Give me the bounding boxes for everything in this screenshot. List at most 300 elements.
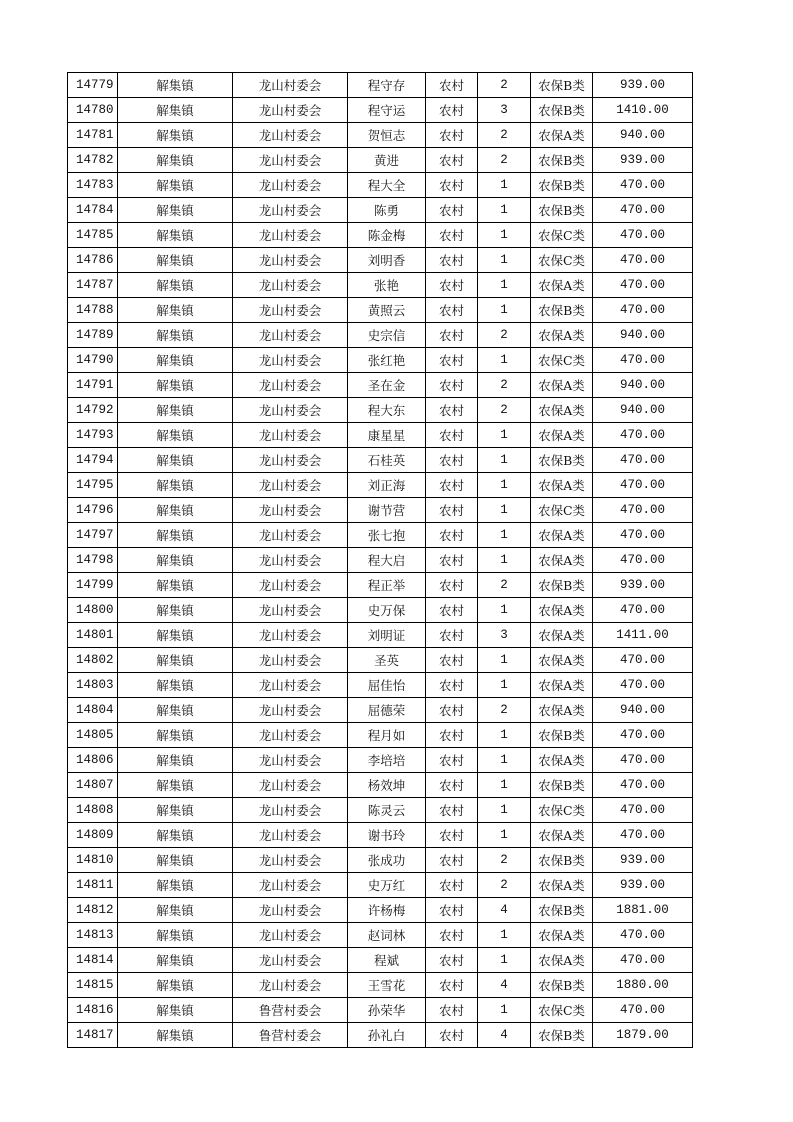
table-row bbox=[68, 673, 693, 698]
name-cell: 谢书玲 bbox=[348, 823, 426, 848]
record-id-cell: 14795 bbox=[68, 473, 118, 498]
amount-cell: 470.00 bbox=[593, 423, 693, 448]
insurance-class-cell: 农保A类 bbox=[531, 923, 593, 948]
name-cell: 石桂英 bbox=[348, 448, 426, 473]
record-id-cell: 14800 bbox=[68, 598, 118, 623]
town-cell: 解集镇 bbox=[118, 298, 233, 323]
village-committee-cell: 龙山村委会 bbox=[233, 473, 348, 498]
town-cell: 解集镇 bbox=[118, 698, 233, 723]
town-cell: 解集镇 bbox=[118, 373, 233, 398]
household-count-cell: 1 bbox=[478, 648, 531, 673]
amount-cell: 470.00 bbox=[593, 598, 693, 623]
area-type-cell: 农村 bbox=[426, 498, 478, 523]
table-row bbox=[68, 623, 693, 648]
insurance-class-cell: 农保A类 bbox=[531, 948, 593, 973]
name-cell: 史宗信 bbox=[348, 323, 426, 348]
record-id-cell: 14791 bbox=[68, 373, 118, 398]
village-committee-cell: 龙山村委会 bbox=[233, 823, 348, 848]
village-committee-cell: 龙山村委会 bbox=[233, 73, 348, 98]
household-count-cell: 1 bbox=[478, 673, 531, 698]
household-count-cell: 1 bbox=[478, 548, 531, 573]
amount-cell: 470.00 bbox=[593, 473, 693, 498]
name-cell: 张成功 bbox=[348, 848, 426, 873]
name-cell: 史万红 bbox=[348, 873, 426, 898]
name-cell: 程斌 bbox=[348, 948, 426, 973]
area-type-cell: 农村 bbox=[426, 598, 478, 623]
table-row bbox=[68, 798, 693, 823]
table-row bbox=[68, 1023, 693, 1048]
table-row bbox=[68, 523, 693, 548]
name-cell: 陈金梅 bbox=[348, 223, 426, 248]
area-type-cell: 农村 bbox=[426, 973, 478, 998]
insurance-class-cell: 农保B类 bbox=[531, 898, 593, 923]
area-type-cell: 农村 bbox=[426, 998, 478, 1023]
village-committee-cell: 龙山村委会 bbox=[233, 173, 348, 198]
village-committee-cell: 龙山村委会 bbox=[233, 348, 348, 373]
table-row bbox=[68, 998, 693, 1023]
village-committee-cell: 龙山村委会 bbox=[233, 648, 348, 673]
record-id-cell: 14794 bbox=[68, 448, 118, 473]
village-committee-cell: 龙山村委会 bbox=[233, 573, 348, 598]
village-committee-cell: 龙山村委会 bbox=[233, 798, 348, 823]
insurance-class-cell: 农保A类 bbox=[531, 823, 593, 848]
table-row bbox=[68, 923, 693, 948]
record-id-cell: 14787 bbox=[68, 273, 118, 298]
insurance-class-cell: 农保A类 bbox=[531, 548, 593, 573]
amount-cell: 470.00 bbox=[593, 773, 693, 798]
area-type-cell: 农村 bbox=[426, 398, 478, 423]
village-committee-cell: 龙山村委会 bbox=[233, 198, 348, 223]
amount-cell: 470.00 bbox=[593, 223, 693, 248]
table-body bbox=[68, 73, 693, 1048]
area-type-cell: 农村 bbox=[426, 148, 478, 173]
household-count-cell: 3 bbox=[478, 623, 531, 648]
name-cell: 圣英 bbox=[348, 648, 426, 673]
household-count-cell: 1 bbox=[478, 498, 531, 523]
area-type-cell: 农村 bbox=[426, 298, 478, 323]
record-id-cell: 14782 bbox=[68, 148, 118, 173]
table-row bbox=[68, 298, 693, 323]
household-count-cell: 2 bbox=[478, 123, 531, 148]
table-row bbox=[68, 398, 693, 423]
table-row bbox=[68, 823, 693, 848]
table-row bbox=[68, 348, 693, 373]
village-committee-cell: 龙山村委会 bbox=[233, 773, 348, 798]
village-committee-cell: 龙山村委会 bbox=[233, 723, 348, 748]
area-type-cell: 农村 bbox=[426, 223, 478, 248]
household-count-cell: 1 bbox=[478, 723, 531, 748]
table-row bbox=[68, 723, 693, 748]
name-cell: 黄进 bbox=[348, 148, 426, 173]
amount-cell: 939.00 bbox=[593, 148, 693, 173]
table-row bbox=[68, 898, 693, 923]
area-type-cell: 农村 bbox=[426, 873, 478, 898]
name-cell: 贺恒志 bbox=[348, 123, 426, 148]
name-cell: 圣在金 bbox=[348, 373, 426, 398]
table-row bbox=[68, 848, 693, 873]
town-cell: 解集镇 bbox=[118, 523, 233, 548]
name-cell: 程守运 bbox=[348, 98, 426, 123]
amount-cell: 470.00 bbox=[593, 298, 693, 323]
table-row bbox=[68, 948, 693, 973]
table-row bbox=[68, 473, 693, 498]
record-id-cell: 14783 bbox=[68, 173, 118, 198]
household-count-cell: 1 bbox=[478, 948, 531, 973]
area-type-cell: 农村 bbox=[426, 623, 478, 648]
household-count-cell: 1 bbox=[478, 198, 531, 223]
town-cell: 解集镇 bbox=[118, 348, 233, 373]
town-cell: 解集镇 bbox=[118, 748, 233, 773]
table-row bbox=[68, 498, 693, 523]
village-committee-cell: 龙山村委会 bbox=[233, 448, 348, 473]
record-id-cell: 14796 bbox=[68, 498, 118, 523]
record-id-cell: 14784 bbox=[68, 198, 118, 223]
table-row bbox=[68, 123, 693, 148]
table-row bbox=[68, 248, 693, 273]
amount-cell: 1881.00 bbox=[593, 898, 693, 923]
village-committee-cell: 龙山村委会 bbox=[233, 623, 348, 648]
table-row bbox=[68, 223, 693, 248]
town-cell: 解集镇 bbox=[118, 398, 233, 423]
name-cell: 康星星 bbox=[348, 423, 426, 448]
area-type-cell: 农村 bbox=[426, 898, 478, 923]
insurance-class-cell: 农保B类 bbox=[531, 173, 593, 198]
village-committee-cell: 龙山村委会 bbox=[233, 923, 348, 948]
table-row bbox=[68, 598, 693, 623]
village-committee-cell: 龙山村委会 bbox=[233, 273, 348, 298]
table-row bbox=[68, 698, 693, 723]
table-row bbox=[68, 573, 693, 598]
household-count-cell: 3 bbox=[478, 98, 531, 123]
amount-cell: 1410.00 bbox=[593, 98, 693, 123]
name-cell: 程大东 bbox=[348, 398, 426, 423]
area-type-cell: 农村 bbox=[426, 723, 478, 748]
table-row bbox=[68, 873, 693, 898]
household-count-cell: 2 bbox=[478, 848, 531, 873]
insurance-class-cell: 农保A类 bbox=[531, 598, 593, 623]
name-cell: 程大全 bbox=[348, 173, 426, 198]
amount-cell: 470.00 bbox=[593, 923, 693, 948]
area-type-cell: 农村 bbox=[426, 823, 478, 848]
name-cell: 屈佳怡 bbox=[348, 673, 426, 698]
town-cell: 解集镇 bbox=[118, 998, 233, 1023]
insurance-class-cell: 农保A类 bbox=[531, 273, 593, 298]
area-type-cell: 农村 bbox=[426, 798, 478, 823]
amount-cell: 470.00 bbox=[593, 248, 693, 273]
amount-cell: 470.00 bbox=[593, 348, 693, 373]
table-row bbox=[68, 373, 693, 398]
name-cell: 李培培 bbox=[348, 748, 426, 773]
area-type-cell: 农村 bbox=[426, 448, 478, 473]
town-cell: 解集镇 bbox=[118, 448, 233, 473]
amount-cell: 470.00 bbox=[593, 173, 693, 198]
insurance-class-cell: 农保C类 bbox=[531, 248, 593, 273]
town-cell: 解集镇 bbox=[118, 623, 233, 648]
area-type-cell: 农村 bbox=[426, 673, 478, 698]
household-count-cell: 4 bbox=[478, 973, 531, 998]
area-type-cell: 农村 bbox=[426, 648, 478, 673]
area-type-cell: 农村 bbox=[426, 1023, 478, 1048]
amount-cell: 470.00 bbox=[593, 723, 693, 748]
amount-cell: 470.00 bbox=[593, 498, 693, 523]
insurance-class-cell: 农保B类 bbox=[531, 848, 593, 873]
insurance-class-cell: 农保B类 bbox=[531, 73, 593, 98]
town-cell: 解集镇 bbox=[118, 323, 233, 348]
insurance-class-cell: 农保B类 bbox=[531, 148, 593, 173]
insurance-class-cell: 农保A类 bbox=[531, 673, 593, 698]
record-id-cell: 14793 bbox=[68, 423, 118, 448]
insurance-class-cell: 农保A类 bbox=[531, 423, 593, 448]
area-type-cell: 农村 bbox=[426, 573, 478, 598]
record-id-cell: 14780 bbox=[68, 98, 118, 123]
village-committee-cell: 龙山村委会 bbox=[233, 248, 348, 273]
record-id-cell: 14788 bbox=[68, 298, 118, 323]
record-id-cell: 14817 bbox=[68, 1023, 118, 1048]
insurance-class-cell: 农保C类 bbox=[531, 348, 593, 373]
town-cell: 解集镇 bbox=[118, 548, 233, 573]
name-cell: 张七抱 bbox=[348, 523, 426, 548]
village-committee-cell: 龙山村委会 bbox=[233, 698, 348, 723]
area-type-cell: 农村 bbox=[426, 248, 478, 273]
household-count-cell: 1 bbox=[478, 473, 531, 498]
insurance-class-cell: 农保A类 bbox=[531, 698, 593, 723]
village-committee-cell: 龙山村委会 bbox=[233, 898, 348, 923]
village-committee-cell: 鲁营村委会 bbox=[233, 998, 348, 1023]
name-cell: 许杨梅 bbox=[348, 898, 426, 923]
household-count-cell: 1 bbox=[478, 748, 531, 773]
village-committee-cell: 龙山村委会 bbox=[233, 298, 348, 323]
insurance-class-cell: 农保A类 bbox=[531, 373, 593, 398]
table-row bbox=[68, 448, 693, 473]
insurance-class-cell: 农保A类 bbox=[531, 623, 593, 648]
town-cell: 解集镇 bbox=[118, 248, 233, 273]
town-cell: 解集镇 bbox=[118, 473, 233, 498]
village-committee-cell: 龙山村委会 bbox=[233, 848, 348, 873]
area-type-cell: 农村 bbox=[426, 273, 478, 298]
village-committee-cell: 龙山村委会 bbox=[233, 148, 348, 173]
amount-cell: 939.00 bbox=[593, 573, 693, 598]
area-type-cell: 农村 bbox=[426, 323, 478, 348]
town-cell: 解集镇 bbox=[118, 173, 233, 198]
household-count-cell: 1 bbox=[478, 273, 531, 298]
town-cell: 解集镇 bbox=[118, 198, 233, 223]
amount-cell: 939.00 bbox=[593, 873, 693, 898]
name-cell: 程守存 bbox=[348, 73, 426, 98]
amount-cell: 1879.00 bbox=[593, 1023, 693, 1048]
table-row bbox=[68, 148, 693, 173]
table-row bbox=[68, 748, 693, 773]
name-cell: 陈灵云 bbox=[348, 798, 426, 823]
table-row bbox=[68, 423, 693, 448]
name-cell: 黄照云 bbox=[348, 298, 426, 323]
household-count-cell: 2 bbox=[478, 148, 531, 173]
amount-cell: 470.00 bbox=[593, 448, 693, 473]
town-cell: 解集镇 bbox=[118, 423, 233, 448]
name-cell: 赵词林 bbox=[348, 923, 426, 948]
area-type-cell: 农村 bbox=[426, 523, 478, 548]
household-count-cell: 2 bbox=[478, 73, 531, 98]
town-cell: 解集镇 bbox=[118, 498, 233, 523]
amount-cell: 470.00 bbox=[593, 648, 693, 673]
name-cell: 刘明香 bbox=[348, 248, 426, 273]
town-cell: 解集镇 bbox=[118, 123, 233, 148]
table-row bbox=[68, 973, 693, 998]
household-count-cell: 4 bbox=[478, 1023, 531, 1048]
table-row bbox=[68, 98, 693, 123]
town-cell: 解集镇 bbox=[118, 798, 233, 823]
household-count-cell: 1 bbox=[478, 923, 531, 948]
household-count-cell: 1 bbox=[478, 798, 531, 823]
insurance-class-cell: 农保A类 bbox=[531, 523, 593, 548]
household-count-cell: 1 bbox=[478, 448, 531, 473]
table-row bbox=[68, 648, 693, 673]
village-committee-cell: 龙山村委会 bbox=[233, 748, 348, 773]
insurance-class-cell: 农保A类 bbox=[531, 323, 593, 348]
household-count-cell: 2 bbox=[478, 398, 531, 423]
town-cell: 解集镇 bbox=[118, 923, 233, 948]
table-row bbox=[68, 73, 693, 98]
area-type-cell: 农村 bbox=[426, 73, 478, 98]
name-cell: 张红艳 bbox=[348, 348, 426, 373]
household-count-cell: 2 bbox=[478, 573, 531, 598]
village-committee-cell: 龙山村委会 bbox=[233, 548, 348, 573]
name-cell: 程大启 bbox=[348, 548, 426, 573]
amount-cell: 940.00 bbox=[593, 123, 693, 148]
insurance-class-cell: 农保C类 bbox=[531, 498, 593, 523]
area-type-cell: 农村 bbox=[426, 948, 478, 973]
table-row bbox=[68, 173, 693, 198]
village-committee-cell: 龙山村委会 bbox=[233, 98, 348, 123]
name-cell: 谢节营 bbox=[348, 498, 426, 523]
insurance-class-cell: 农保B类 bbox=[531, 723, 593, 748]
household-count-cell: 2 bbox=[478, 873, 531, 898]
village-committee-cell: 龙山村委会 bbox=[233, 223, 348, 248]
village-committee-cell: 龙山村委会 bbox=[233, 673, 348, 698]
amount-cell: 940.00 bbox=[593, 323, 693, 348]
insurance-class-cell: 农保A类 bbox=[531, 123, 593, 148]
town-cell: 解集镇 bbox=[118, 598, 233, 623]
household-count-cell: 1 bbox=[478, 223, 531, 248]
record-id-cell: 14781 bbox=[68, 123, 118, 148]
name-cell: 史万保 bbox=[348, 598, 426, 623]
name-cell: 王雪花 bbox=[348, 973, 426, 998]
table-row bbox=[68, 323, 693, 348]
table-row bbox=[68, 273, 693, 298]
household-count-cell: 1 bbox=[478, 823, 531, 848]
amount-cell: 939.00 bbox=[593, 73, 693, 98]
area-type-cell: 农村 bbox=[426, 698, 478, 723]
record-id-cell: 14810 bbox=[68, 848, 118, 873]
village-committee-cell: 龙山村委会 bbox=[233, 498, 348, 523]
record-id-cell: 14807 bbox=[68, 773, 118, 798]
village-committee-cell: 龙山村委会 bbox=[233, 873, 348, 898]
household-count-cell: 4 bbox=[478, 898, 531, 923]
insurance-class-cell: 农保A类 bbox=[531, 873, 593, 898]
records-table bbox=[67, 72, 693, 1048]
record-id-cell: 14806 bbox=[68, 748, 118, 773]
insurance-class-cell: 农保C类 bbox=[531, 798, 593, 823]
insurance-class-cell: 农保B类 bbox=[531, 573, 593, 598]
insurance-class-cell: 农保B类 bbox=[531, 198, 593, 223]
record-id-cell: 14801 bbox=[68, 623, 118, 648]
area-type-cell: 农村 bbox=[426, 473, 478, 498]
insurance-class-cell: 农保B类 bbox=[531, 448, 593, 473]
record-id-cell: 14803 bbox=[68, 673, 118, 698]
town-cell: 解集镇 bbox=[118, 648, 233, 673]
village-committee-cell: 龙山村委会 bbox=[233, 973, 348, 998]
table-row bbox=[68, 198, 693, 223]
table-row bbox=[68, 548, 693, 573]
record-id-cell: 14804 bbox=[68, 698, 118, 723]
amount-cell: 470.00 bbox=[593, 523, 693, 548]
insurance-class-cell: 农保C类 bbox=[531, 223, 593, 248]
name-cell: 刘明证 bbox=[348, 623, 426, 648]
record-id-cell: 14813 bbox=[68, 923, 118, 948]
area-type-cell: 农村 bbox=[426, 923, 478, 948]
insurance-class-cell: 农保A类 bbox=[531, 648, 593, 673]
amount-cell: 940.00 bbox=[593, 373, 693, 398]
household-count-cell: 1 bbox=[478, 248, 531, 273]
name-cell: 陈勇 bbox=[348, 198, 426, 223]
amount-cell: 1411.00 bbox=[593, 623, 693, 648]
town-cell: 解集镇 bbox=[118, 848, 233, 873]
area-type-cell: 农村 bbox=[426, 423, 478, 448]
name-cell: 张艳 bbox=[348, 273, 426, 298]
amount-cell: 470.00 bbox=[593, 548, 693, 573]
village-committee-cell: 龙山村委会 bbox=[233, 423, 348, 448]
name-cell: 屈德荣 bbox=[348, 698, 426, 723]
amount-cell: 940.00 bbox=[593, 398, 693, 423]
village-committee-cell: 鲁营村委会 bbox=[233, 1023, 348, 1048]
town-cell: 解集镇 bbox=[118, 873, 233, 898]
name-cell: 孙礼白 bbox=[348, 1023, 426, 1048]
area-type-cell: 农村 bbox=[426, 98, 478, 123]
town-cell: 解集镇 bbox=[118, 1023, 233, 1048]
insurance-class-cell: 农保B类 bbox=[531, 298, 593, 323]
town-cell: 解集镇 bbox=[118, 98, 233, 123]
amount-cell: 470.00 bbox=[593, 948, 693, 973]
amount-cell: 939.00 bbox=[593, 848, 693, 873]
record-id-cell: 14811 bbox=[68, 873, 118, 898]
town-cell: 解集镇 bbox=[118, 723, 233, 748]
insurance-class-cell: 农保C类 bbox=[531, 998, 593, 1023]
village-committee-cell: 龙山村委会 bbox=[233, 398, 348, 423]
town-cell: 解集镇 bbox=[118, 973, 233, 998]
insurance-class-cell: 农保A类 bbox=[531, 473, 593, 498]
town-cell: 解集镇 bbox=[118, 148, 233, 173]
household-count-cell: 1 bbox=[478, 348, 531, 373]
amount-cell: 470.00 bbox=[593, 673, 693, 698]
amount-cell: 470.00 bbox=[593, 748, 693, 773]
record-id-cell: 14809 bbox=[68, 823, 118, 848]
insurance-class-cell: 农保A类 bbox=[531, 748, 593, 773]
amount-cell: 940.00 bbox=[593, 698, 693, 723]
record-id-cell: 14816 bbox=[68, 998, 118, 1023]
amount-cell: 470.00 bbox=[593, 998, 693, 1023]
area-type-cell: 农村 bbox=[426, 373, 478, 398]
table-row bbox=[68, 773, 693, 798]
area-type-cell: 农村 bbox=[426, 548, 478, 573]
town-cell: 解集镇 bbox=[118, 823, 233, 848]
household-count-cell: 2 bbox=[478, 698, 531, 723]
area-type-cell: 农村 bbox=[426, 348, 478, 373]
town-cell: 解集镇 bbox=[118, 948, 233, 973]
village-committee-cell: 龙山村委会 bbox=[233, 523, 348, 548]
area-type-cell: 农村 bbox=[426, 848, 478, 873]
town-cell: 解集镇 bbox=[118, 773, 233, 798]
village-committee-cell: 龙山村委会 bbox=[233, 373, 348, 398]
record-id-cell: 14790 bbox=[68, 348, 118, 373]
